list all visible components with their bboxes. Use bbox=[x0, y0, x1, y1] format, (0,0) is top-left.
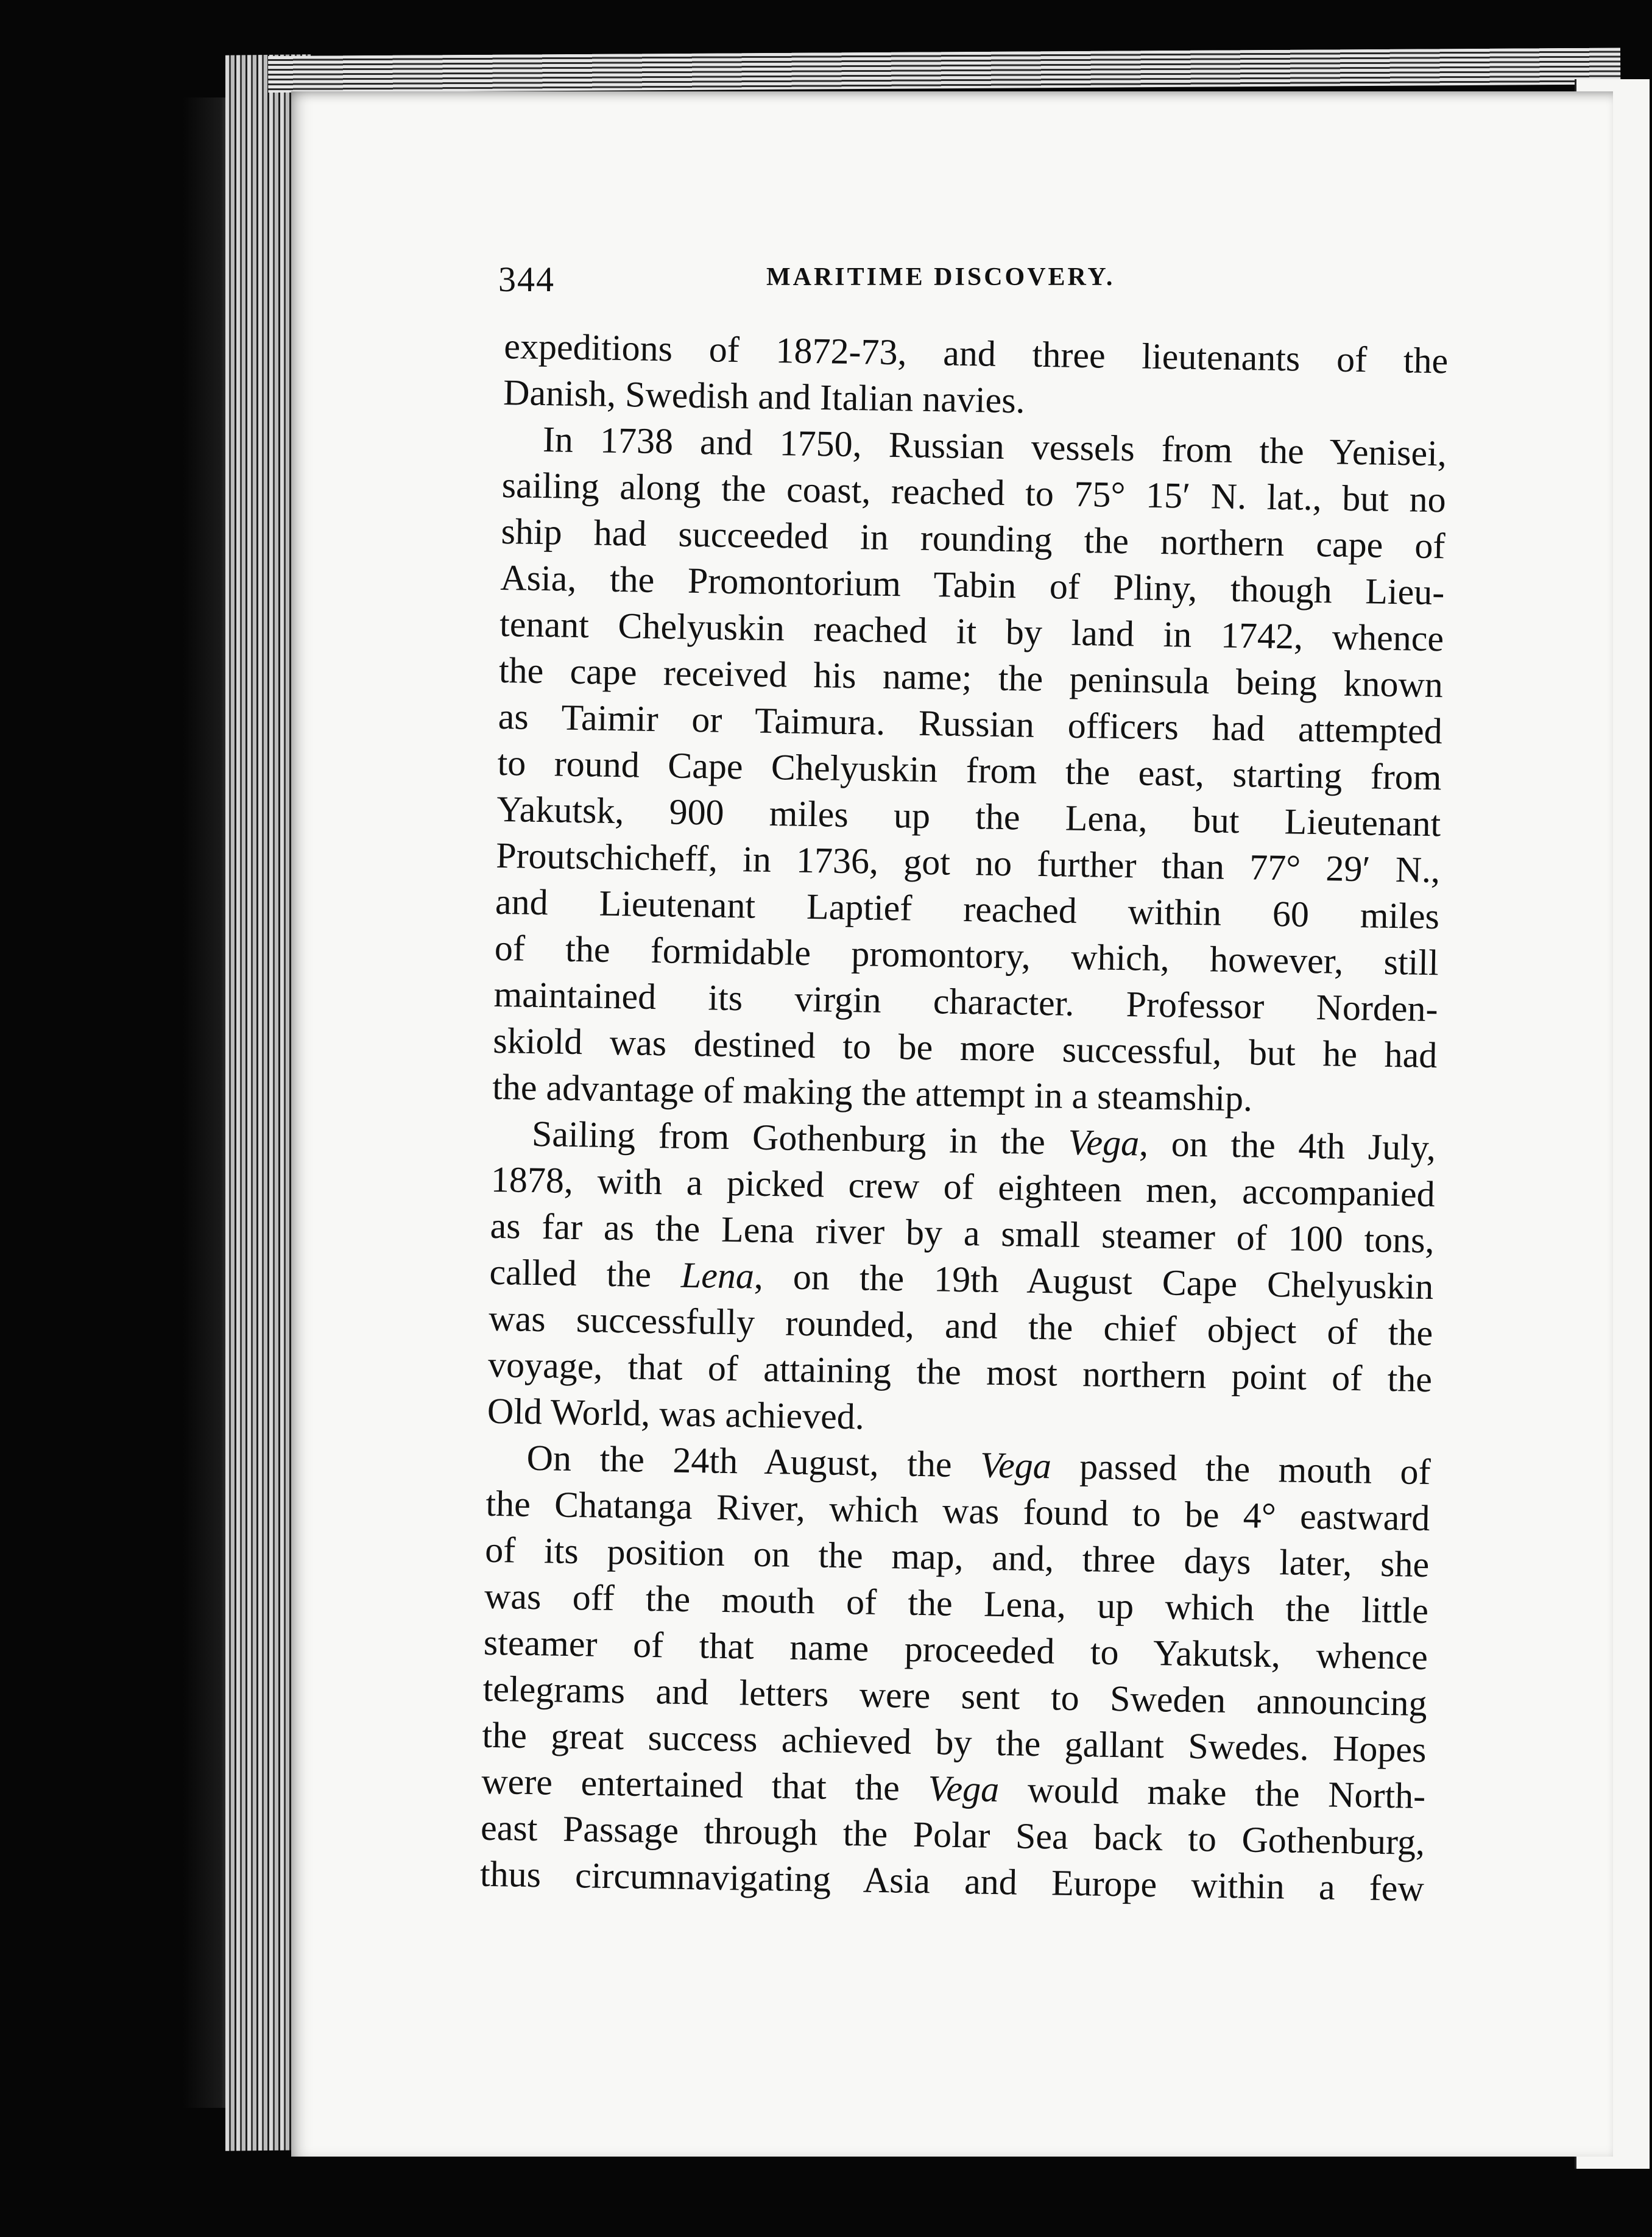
text-segment: Proutschicheff, in 1736, got no further than 77° 29′ N., bbox=[495, 835, 1441, 891]
text-segment: would make the North- bbox=[998, 1769, 1426, 1817]
text-segment: , on the 19th August Cape Chelyuskin bbox=[754, 1256, 1434, 1307]
italic-text: Vega bbox=[980, 1444, 1052, 1486]
italic-text: Vega bbox=[928, 1768, 1000, 1810]
page-number: 344 bbox=[498, 260, 555, 299]
text-segment: the cape received his name; the peninsula being known bbox=[498, 649, 1444, 705]
text-segment: skiold was destined to be more successful, but he had bbox=[492, 1020, 1438, 1076]
text-segment: , on the 4th July, bbox=[1138, 1123, 1436, 1168]
text-segment: tenant Chelyuskin reached it by land in 1742, whence bbox=[499, 603, 1444, 659]
text-segment: was off the mouth of the Lena, up which the little bbox=[484, 1575, 1429, 1631]
text-segment: Sailing from Gothenburg in the bbox=[531, 1113, 1069, 1162]
text-segment: thus circumnavigating Asia and Europe within a few bbox=[479, 1853, 1425, 1909]
text-segment: called the bbox=[489, 1251, 682, 1295]
text-segment: expeditions of 1872-73, and three lieutenants of the bbox=[503, 325, 1449, 381]
text-segment: the great success achieved by the gallant Swedes. Hopes bbox=[482, 1714, 1427, 1770]
text-segment: Yakutsk, 900 miles up the Lena, but Lieutenant bbox=[496, 788, 1441, 844]
text-segment: the Chatanga River, which was found to be 4° eastward bbox=[485, 1483, 1430, 1539]
text-segment: to round Cape Chelyuskin from the east, starting from bbox=[497, 742, 1442, 798]
italic-text: Lena bbox=[680, 1254, 755, 1296]
text-segment: and Lieutenant Laptief reached within 60 miles bbox=[495, 881, 1440, 937]
text-segment: Asia, the Promontorium Tabin of Pliny, though Lieu- bbox=[499, 557, 1445, 613]
text-segment: was successfully rounded, and the chief object of the bbox=[488, 1298, 1433, 1354]
text-segment: On the 24th August, the bbox=[526, 1437, 981, 1485]
text-segment: the advantage of making the attempt in a steamship. bbox=[492, 1066, 1253, 1119]
text-segment: Danish, Swedish and Italian navies. bbox=[503, 372, 1026, 421]
running-head: MARITIME DISCOVERY. bbox=[766, 263, 1115, 291]
text-segment: were entertained that the bbox=[481, 1761, 929, 1809]
text-segment: steamer of that name proceeded to Yakutsk, whence bbox=[483, 1622, 1428, 1678]
text-segment: telegrams and letters were sent to Sweden announcing bbox=[482, 1668, 1428, 1724]
text-segment: as far as the Lena river by a small steamer of 100 tons, bbox=[490, 1205, 1435, 1261]
page-header bbox=[498, 259, 1162, 314]
text-segment: ship had succeeded in rounding the northern cape of bbox=[501, 511, 1446, 567]
text-segment: In 1738 and 1750, Russian vessels from the Yenisei, bbox=[542, 419, 1447, 474]
italic-text: Vega bbox=[1068, 1122, 1140, 1164]
body-text bbox=[479, 323, 1448, 1912]
text-segment: voyage, that of attaining the most northern point of the bbox=[487, 1344, 1433, 1400]
text-segment: Old World, was achieved. bbox=[487, 1390, 865, 1437]
text-segment: as Taimir or Taimura. Russian officers had attempted bbox=[498, 696, 1443, 752]
text-segment: of the formidable promontory, which, however, still bbox=[494, 927, 1439, 983]
text-segment: 1878, with a picked crew of eighteen men, accompanied bbox=[490, 1159, 1436, 1215]
text-segment: passed the mouth of bbox=[1051, 1446, 1431, 1493]
text-segment: sailing along the coast, reached to 75° 15′ N. lat., but no bbox=[501, 464, 1447, 520]
text-segment: maintained its virgin character. Professor Norden- bbox=[493, 974, 1439, 1030]
text-segment: of its position on the map, and, three days later, she bbox=[484, 1529, 1430, 1585]
text-segment: east Passage through the Polar Sea back to Gothenburg, bbox=[480, 1807, 1425, 1863]
top-page-edges bbox=[268, 48, 1620, 93]
